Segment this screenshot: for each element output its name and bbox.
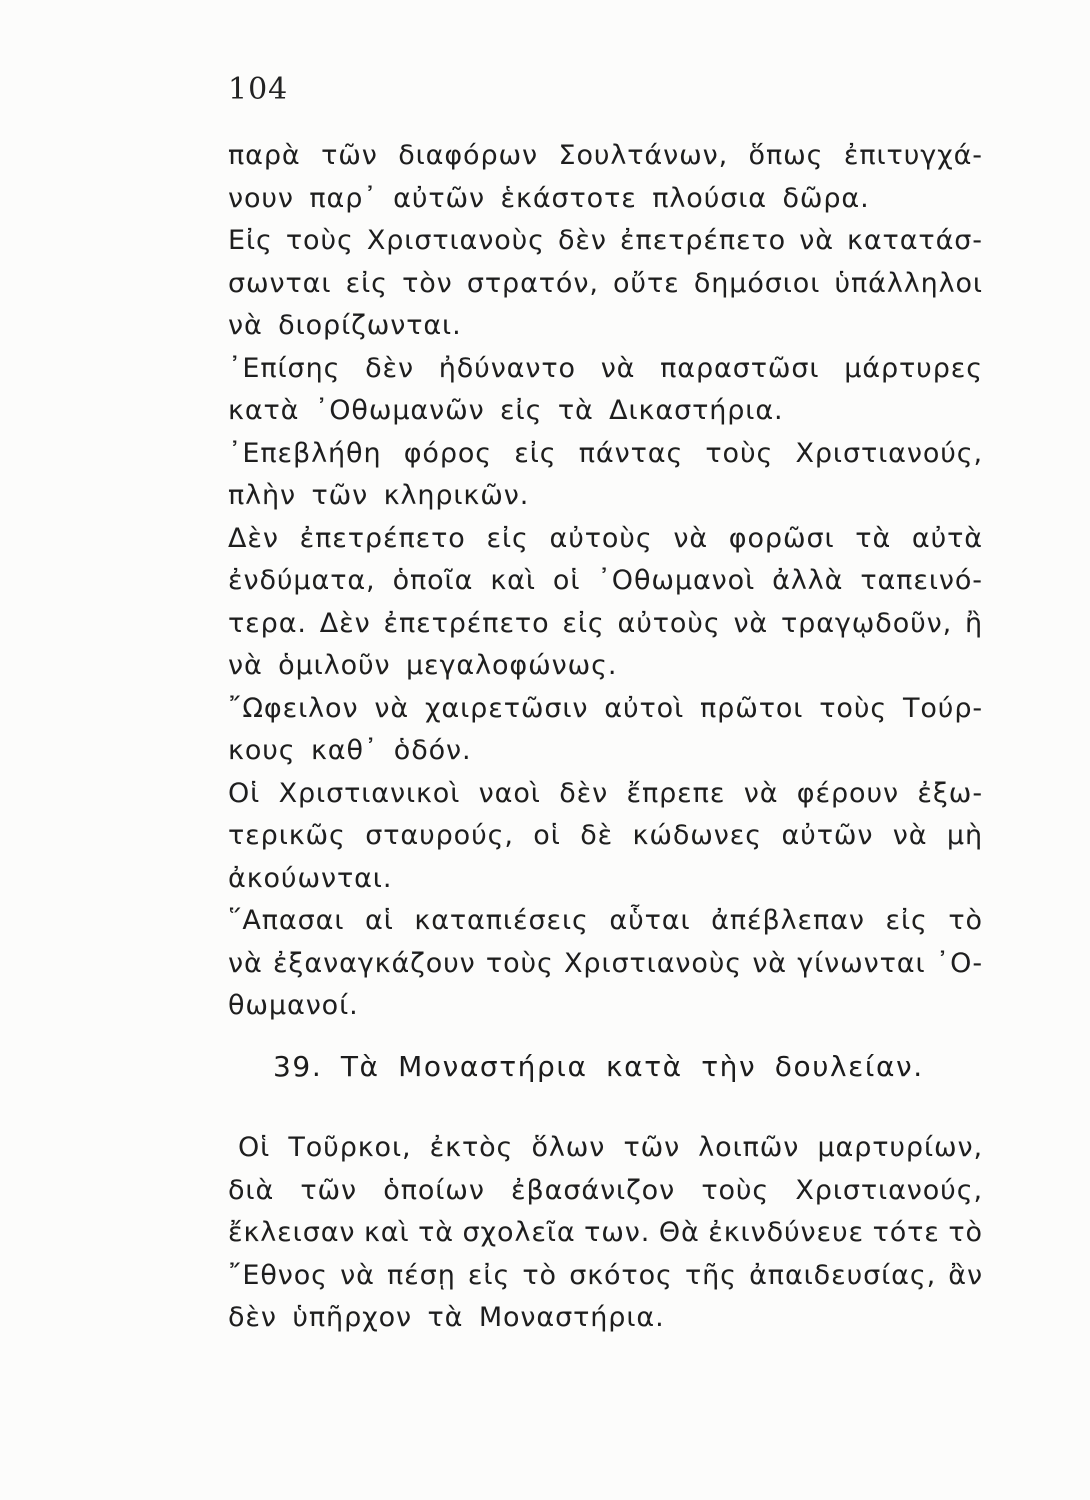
page-number: 104 bbox=[228, 72, 289, 107]
text-line: ἔκλεισαν καὶ τὰ σχολεῖα των. Θὰ ἐκινδύνευε τότε τὸ bbox=[228, 1217, 983, 1248]
text-line: κατὰ ᾽Οθωμανῶν εἰς τὰ Δικαστήρια. bbox=[228, 395, 784, 426]
text-line: σωνται εἰς τὸν στρατόν, οὔτε δημόσιοι ὑπάλληλοι bbox=[228, 267, 983, 299]
text-line: νὰ ὁμιλοῦν μεγαλοφώνως. bbox=[228, 650, 618, 681]
text-line: ῞Απασαι αἱ καταπιέσεις αὗται ἀπέβλεπαν εἰς τὸ bbox=[228, 905, 983, 936]
text-line: Δὲν ἐπετρέπετο εἰς αὐτοὺς νὰ φορῶσι τὰ αὐτὰ bbox=[228, 522, 983, 554]
text-line: κους καθ᾽ ὁδόν. bbox=[228, 735, 472, 766]
text-line: Οἱ Χριστιανικοὶ ναοὶ δὲν ἔπρεπε νὰ φέρουν ἐξω- bbox=[228, 777, 983, 809]
text-line: δὲν ὑπῆρχον τὰ Μοναστήρια. bbox=[228, 1302, 665, 1333]
text-line: ῎Εθνος νὰ πέσῃ εἰς τὸ σκότος τῆς ἀπαιδευσίας, ἂν bbox=[228, 1259, 983, 1291]
text-line: τερικῶς σταυρούς, οἱ δὲ κώδωνες αὐτῶν νὰ μὴ bbox=[228, 820, 983, 851]
text-line: ᾽Επεβλήθη φόρος εἰς πάντας τοὺς Χριστιανούς, bbox=[228, 437, 983, 469]
text-line: πλὴν τῶν κληρικῶν. bbox=[228, 480, 530, 511]
text-line: νουν παρ᾽ αὐτῶν ἑκάστοτε πλούσια δῶρα. bbox=[228, 182, 870, 214]
text-line: ῎Ωφειλον νὰ χαιρετῶσιν αὐτοὶ πρῶτοι τοὺς Τούρ- bbox=[228, 692, 983, 724]
text-line: παρὰ τῶν διαφόρων Σουλτάνων, ὅπως ἐπιτυγχά- bbox=[228, 140, 983, 171]
text-line: Εἰς τοὺς Χριστιανοὺς δὲν ἐπετρέπετο νὰ κατατάσ- bbox=[228, 225, 983, 256]
text-line: διὰ τῶν ὁποίων ἐβασάνιζον τοὺς Χριστιανούς, bbox=[228, 1174, 983, 1206]
text-line: ἐνδύματα, ὁποῖα καὶ οἱ ᾽Οθωμανοὶ ἀλλὰ ταπεινό- bbox=[228, 565, 983, 596]
text-line: νὰ ἐξαναγκάζουν τοὺς Χριστιανοὺς νὰ γίνωνται ᾽Ο- bbox=[228, 947, 983, 979]
section-heading: 39. Τὰ Μοναστήρια κατὰ τὴν δουλείαν. bbox=[273, 1050, 924, 1083]
text-line: θωμανοί. bbox=[228, 990, 359, 1021]
text-line: Οἱ Τοῦρκοι, ἐκτὸς ὅλων τῶν λοιπῶν μαρτυρίων, bbox=[238, 1132, 983, 1163]
text-line: τερα. Δὲν ἐπετρέπετο εἰς αὐτοὺς νὰ τραγῳδοῦν, ἢ bbox=[228, 607, 983, 639]
text-line: νὰ διορίζωνται. bbox=[228, 310, 462, 341]
text-line: ᾽Επίσης δὲν ἠδύναντο νὰ παραστῶσι μάρτυρες bbox=[228, 352, 983, 384]
text-line: ἀκούωνται. bbox=[228, 862, 393, 894]
